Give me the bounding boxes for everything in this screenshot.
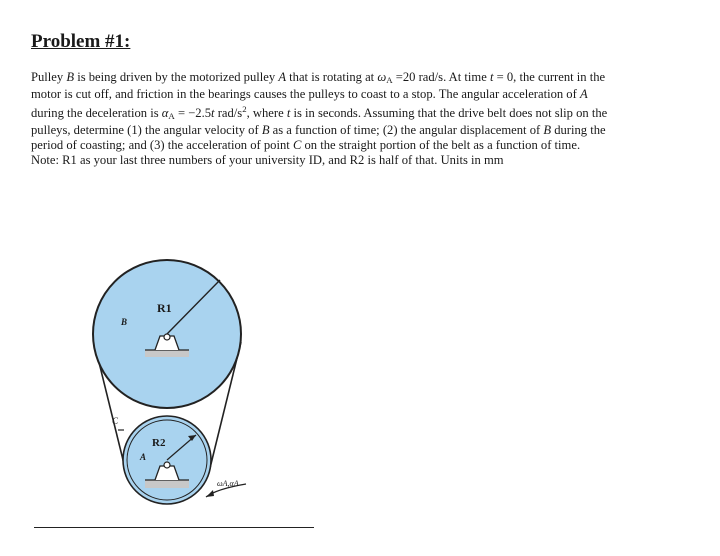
statement-line-6: Note: R1 as your last three numbers of your university ID, and R2 is half of that. Units in mm: [31, 152, 504, 167]
problem-title: Problem #1:: [31, 31, 131, 52]
label-omega-alpha: ωA,αA: [217, 479, 239, 488]
rotation-arrowhead: [206, 490, 214, 497]
statement-line-4: pulleys, determine (1) the angular velocity of B as a function of time; (2) the angular displacement of B during the: [31, 123, 606, 138]
label-r2: R2: [152, 437, 166, 449]
label-b: B: [121, 317, 128, 327]
statement-line-1: Pulley B is being driven by the motorized pulley A that is rotating at $\omega_A =20$ rad/s. At time t = 0, the current in the: [31, 70, 606, 85]
label-c: C: [112, 416, 119, 426]
bottom-divider: [34, 527, 314, 528]
statement-line-5: period of coasting; and (3) the acceleration of point C on the straight portion of the belt as a function of time.: [31, 138, 581, 153]
statement-line-3: during the deceleration is $\alpha_A = -2.5t$ rad/$s^2$, where t is in seconds. Assuming that the drive belt does not slip on the: [31, 103, 608, 121]
statement-line-2: motor is cut off, and friction in the bearings causes the pulleys to coast to a stop. The angular acceleration of A: [31, 87, 588, 102]
label-a: A: [140, 452, 147, 462]
label-r1: R1: [157, 301, 172, 315]
